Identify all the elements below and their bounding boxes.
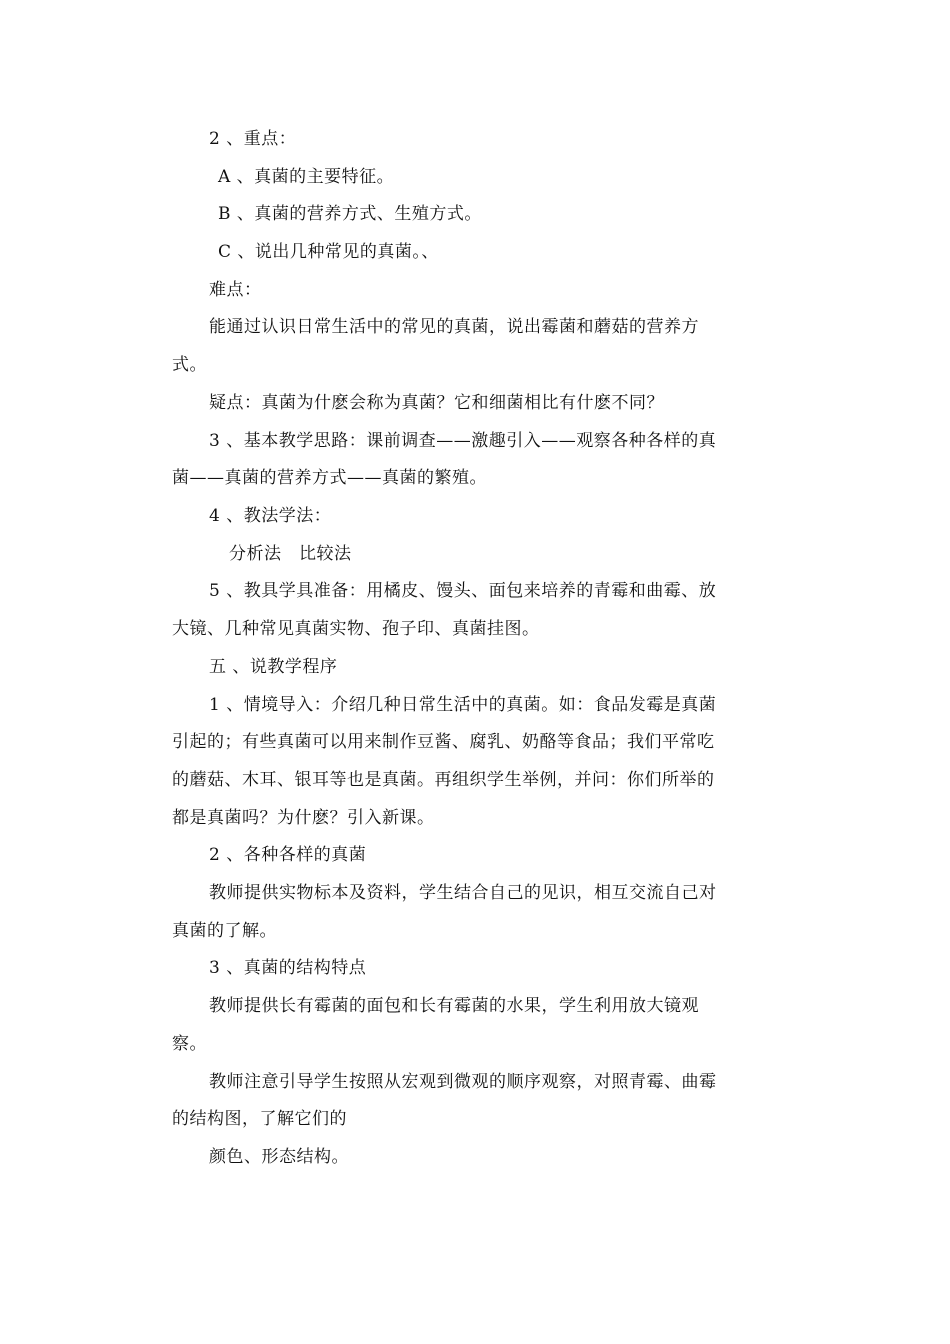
text-line: 颜色、形态结构。 (209, 1147, 349, 1167)
text-line: 3 、真菌的结构特点 (209, 958, 367, 978)
text-line: 教师注意引导学生按照从宏观到微观的顺序观察，对照青霉、曲霉 (209, 1072, 717, 1092)
text-line: 2 、重点： (209, 129, 297, 149)
text-line: 分析法 比较法 (229, 544, 352, 564)
text-line: A 、真菌的主要特征。 (218, 167, 395, 187)
text-line: 的结构图，了解它们的 (172, 1109, 347, 1129)
text-line: 4 、教法学法： (209, 506, 332, 526)
text-line: 真菌的了解。 (172, 921, 277, 941)
text-line: 5 、教具学具准备：用橘皮、馒头、面包来培养的青霉和曲霉、放 (209, 581, 717, 601)
text-line: 都是真菌吗？为什麽？引入新课。 (172, 808, 435, 828)
text-line: 1 、情境导入：介绍几种日常生活中的真菌。如：食品发霉是真菌 (209, 695, 717, 715)
text-line: 教师提供长有霉菌的面包和长有霉菌的水果，学生利用放大镜观 (209, 996, 699, 1016)
text-line: C 、说出几种常见的真菌。、 (218, 242, 439, 262)
text-line: 难点： (209, 280, 262, 300)
text-line: 五 、说教学程序 (209, 657, 338, 677)
text-line: 引起的；有些真菌可以用来制作豆酱、腐乳、奶酪等食品；我们平常吃 (172, 732, 715, 752)
text-line: 的蘑菇、木耳、银耳等也是真菌。再组织学生举例，并问：你们所举的 (172, 770, 715, 790)
text-line: 菌——真菌的营养方式——真菌的繁殖。 (172, 468, 487, 488)
text-line: 能通过认识日常生活中的常见的真菌，说出霉菌和蘑菇的营养方 (209, 317, 699, 337)
text-line: 式。 (172, 355, 207, 375)
text-line: 教师提供实物标本及资料，学生结合自己的见识，相互交流自己对 (209, 883, 717, 903)
text-line: 3 、基本教学思路：课前调查——激趣引入——观察各种各样的真 (209, 431, 717, 451)
text-line: 察。 (172, 1034, 207, 1054)
text-line: 疑点：真菌为什麽会称为真菌？它和细菌相比有什麽不同？ (209, 393, 664, 413)
text-line: B 、真菌的营养方式、生殖方式。 (218, 204, 482, 224)
text-line: 2 、各种各样的真菌 (209, 845, 367, 865)
text-line: 大镜、几种常见真菌实物、孢子印、真菌挂图。 (172, 619, 540, 639)
